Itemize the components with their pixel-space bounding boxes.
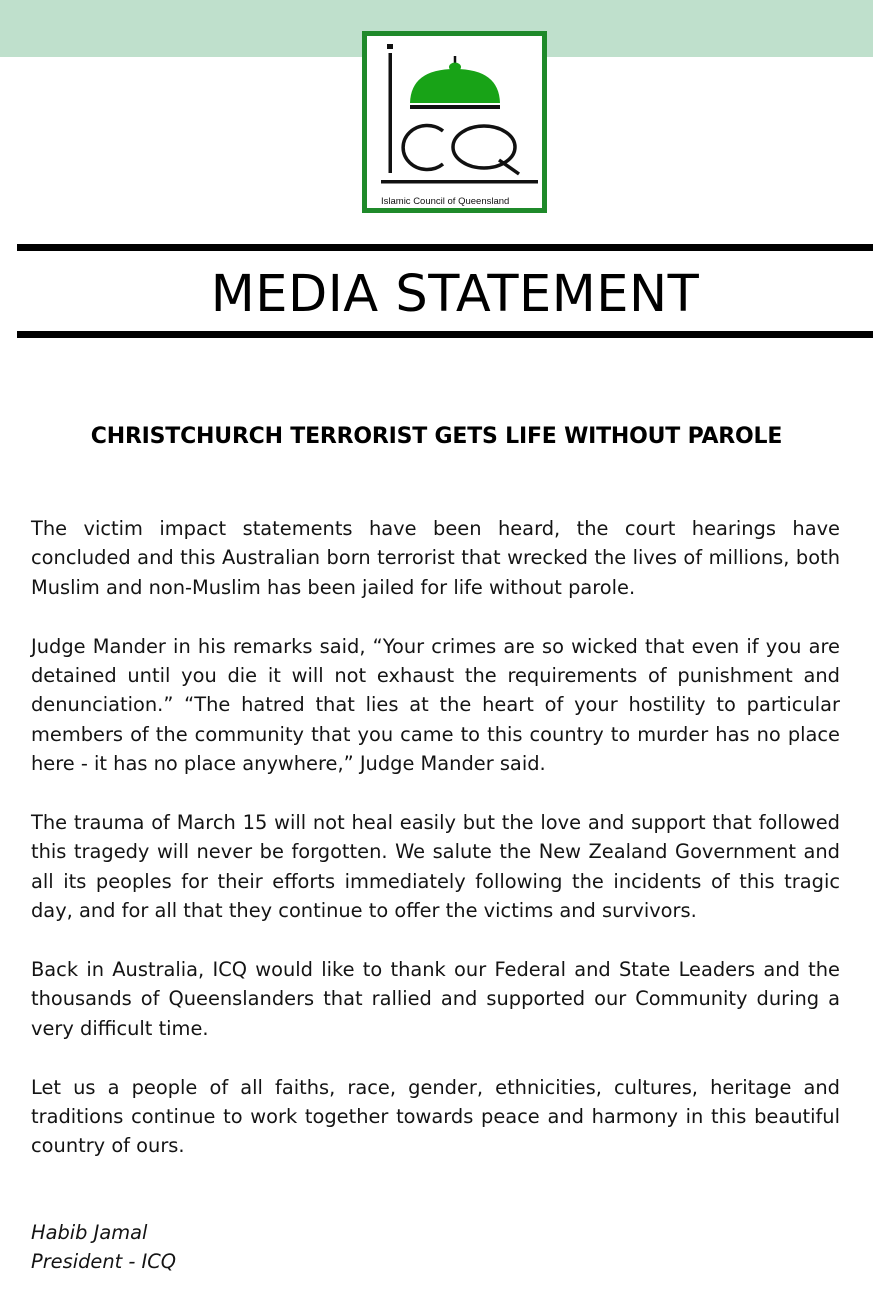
article-headline: CHRISTCHURCH TERRORIST GETS LIFE WITHOUT PAROLE bbox=[90, 424, 783, 449]
icq-logo bbox=[362, 31, 547, 213]
paragraph-trauma-thanks-nz: The trauma of March 15 will not heal easily but the love and support that followed this tragedy will never be forgotten. We salute the New Zealand Government and all its peoples for their efforts immediately following the incidents of this tragic day, and for all that they continue to offer the victims and survivors. bbox=[31, 811, 840, 923]
paragraph-court-ruling: The victim impact statements have been heard, the court hearings have concluded and this Australian born terrorist that wrecked the lives of millions, both Muslim and non-Muslim has been jailed for life without parole. bbox=[31, 517, 840, 599]
title-rule-bottom bbox=[17, 331, 873, 338]
page-title: MEDIA STATEMENT bbox=[210, 265, 700, 324]
dome-icon bbox=[410, 69, 500, 103]
logo-i-stem bbox=[389, 53, 393, 173]
icq-logo-mark bbox=[367, 36, 542, 208]
article-body bbox=[31, 514, 840, 1190]
logo-dome-base bbox=[410, 105, 500, 109]
signature-block bbox=[31, 1218, 431, 1277]
logo-letter-q bbox=[453, 126, 515, 168]
logo-caption: Islamic Council of Queensland bbox=[381, 196, 510, 207]
paragraph-closing: Let us a people of all faiths, race, gender, ethnicities, cultures, heritage and traditions continue to work together towards peace and harmony in this beautiful country of ours. bbox=[31, 1075, 840, 1158]
logo-i-dot bbox=[387, 44, 393, 49]
paragraph-thanks-australia: Back in Australia, ICQ would like to thank our Federal and State Leaders and the thousands of Queenslanders that rallied and supported our Community during a very difficult time. bbox=[31, 958, 840, 1040]
logo-underline bbox=[381, 180, 538, 184]
paragraph-judge-remarks: Judge Mander in his remarks said, “Your crimes are so wicked that even if you are detained until you die it will not exhaust the requirements of punishment and denunciation.” “The hatred that lies at the heart of your hostility to particular members of the community that you came to this country to murder has no place here - it has no place anywhere,” Judge Mander said. bbox=[31, 634, 840, 776]
logo-q-tail bbox=[499, 160, 519, 174]
logo-letter-c bbox=[403, 126, 443, 170]
title-rule-top bbox=[17, 244, 873, 251]
signature-name: Habib Jamal bbox=[31, 1221, 148, 1244]
signature-role: President - ICQ bbox=[31, 1250, 177, 1274]
